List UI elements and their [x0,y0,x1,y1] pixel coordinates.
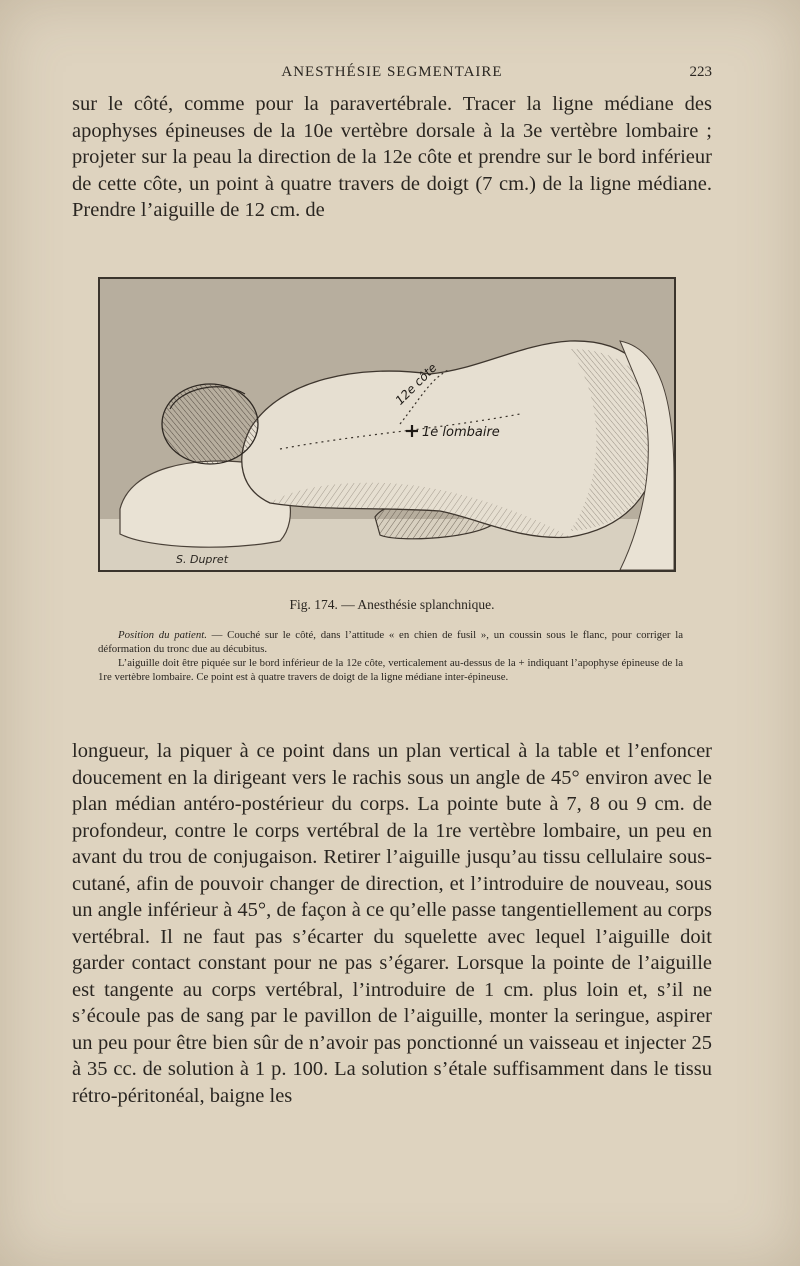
page-number: 223 [689,64,712,80]
figure-illustration [98,277,676,572]
figure-legend [98,628,683,684]
label-rib: 12e côte [392,360,440,408]
patient-head [162,384,258,464]
legend-position-text: — Couché sur le côté, dans l’attitude « en chien de fusil », un coussin sous le flanc, pour corriger la déformation du tronc due au décubitus. [98,629,683,655]
figure-caption: Fig. 174. — Anesthésie splanchnique. [289,597,495,612]
legend-position-label: Position du patient. [118,629,207,641]
legend-position [98,628,683,656]
legend-needle: L’aiguille doit être piquée sur le bord inférieur de la 12e côte, verticalement au-dessus de la + indiquant l’apophyse épineuse de la 1re vertèbre lombaire. Ce point est à quatre travers de doigt de la ligne médiane inter-épineuse. [98,657,683,683]
patient-drawing [100,279,674,570]
body-paragraph-bottom: longueur, la piquer à ce point dans un plan vertical à la table et l’enfoncer doucement en la dirigeant vers le rachis sous un angle de 45° environ avec le plan médian antéro-postérieur du corps. La pointe bute à 7, 8 ou 9 cm. de profondeur, contre le corps vertébral de la 1re vertèbre lombaire, un peu en avant du trou de conjugaison. Retirer l’aiguille jusqu’au tissu cellulaire sous-cutané, afin de pouvoir changer de direction, et l’introduire de nouveau, sous un angle inférieur à 45°, de façon à ce qu’elle passe tangentiellement au corps vertébral. Il ne faut pas s’écarter du squelette avec lequel l’aiguille doit garder contact constant pour ne pas s’égarer. Lorsque la pointe de l’aiguille est tangente au corps vertébral, l’introduire de 1 cm. plus loin et, s’il ne s’écoule pas de sang par le pavillon de l’aiguille, monter la seringue, aspirer un peu pour être bien sûr de n’avoir pas ponctionné un vaisseau et injecter 25 à 35 cc. de solution à 1 p. 100. La solution s’étale suffisamment dans le tissu rétro-péritonéal, baigne les [72,740,712,1107]
artist-signature: S. Dupret [176,553,229,566]
label-vertebra: 1e lombaire [422,425,500,440]
running-title: ANESTHÉSIE SEGMENTAIRE [281,64,503,80]
body-paragraph-top: sur le côté, comme pour la paravertébrale. Tracer la ligne médiane des apophyses épineuses de la 10e vertèbre dorsale à la 3e vertèbre lombaire ; projeter sur la peau la direction de la 12e côte et prendre sur le bord inférieur de cette côte, un point à quatre travers de doigt (7 cm.) de la ligne médiane. Prendre l’aiguille de 12 cm. de [72,93,712,221]
running-head [72,64,712,86]
